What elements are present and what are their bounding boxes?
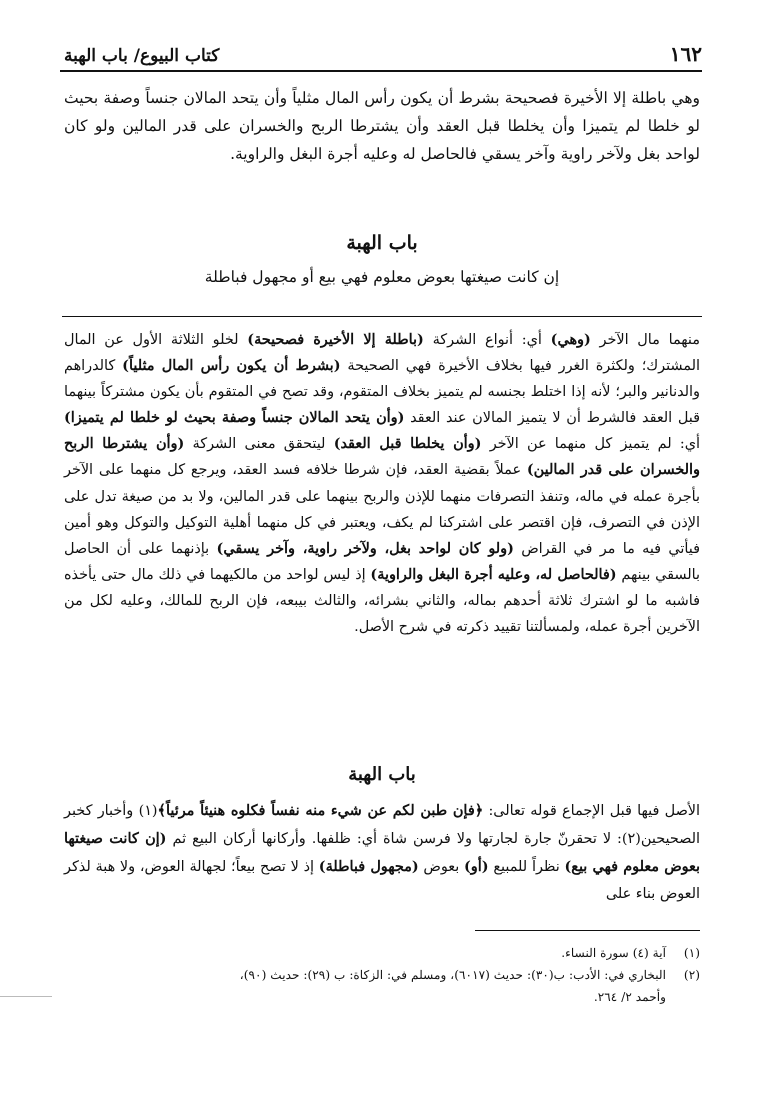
matn-quote: (ولو كان لواحد بغل، ولآخر راوية، وآخر يسقي) bbox=[216, 539, 514, 557]
footnote-ref: (٢) bbox=[621, 831, 641, 847]
matn-quote: (مجهول فباطلة) bbox=[318, 858, 419, 875]
footnote-number: (١) bbox=[683, 946, 700, 960]
matn-sharh-divider bbox=[62, 316, 702, 317]
matn-quote: (وأن يشترطا الربح والخسران على قدر المالين) bbox=[64, 435, 700, 479]
footnote-item bbox=[64, 964, 700, 986]
quran-verse: ﴿فإن طبن لكم عن شيء منه نفساً فكلوه هنيئاً مرئياً﴾ bbox=[157, 802, 484, 819]
section-matn-line: إن كانت صيغتها بعوض معلوم فهي بيع أو مجهول فباطلة bbox=[204, 268, 560, 286]
commentary-paragraph-2: الأصل فيها قبل الإجماع قوله تعالى: ﴿فإن طبن لكم عن شيء منه نفساً فكلوه هنيئاً مرئياً﴾(١) وأخبار كخبر الصحيحين(٢): لا تحقرنّ جارة لجارتها ولا فرسن شاة أي: ظلفها. وأركانها أركان البيع ثم (إن كانت صيغتها بعوض معلوم فهي بيع) نظراً للمبيع (أو) بعوض (مجهول فباطلة) إذ لا تصح بيعاً؛ لجهالة العوض، ولا هبة لذكر العوض بناء على bbox=[64, 802, 701, 902]
matn-quote: (وأن يتحد المالان جنساً وصفة بحيث لو خلطا لم يتميزا) bbox=[64, 409, 405, 427]
footnote-item bbox=[64, 942, 700, 964]
matn-quote: (وأن يخلطا قبل العقد) bbox=[333, 435, 482, 453]
footnote-divider bbox=[475, 930, 700, 931]
matn-quote: (إن كانت صيغتها بعوض معلوم فهي بيع) bbox=[64, 830, 700, 875]
header-divider bbox=[60, 70, 702, 72]
matn-paragraph: وهي باطلة إلا الأخيرة فصحيحة بشرط أن يكون رأس المال مثلياً وأن يتحد المالان جنساً وصفة بحيث لو خلطا لم يتميزا وأن يخلطا قبل العقد وأن يشترطا الربح والخسران على قدر المالين ولو كان لواحد بغل ولآخر راوية وآخر يسقي فالحاصل له وعليه أجرة البغل والراوية. bbox=[64, 89, 700, 163]
footnote-text: البخاري في: الأدب: ب(٣٠): حديث (٦٠١٧)، ومسلم في: الزكاة: ب (٢٩): حديث (٩٠)، bbox=[239, 968, 666, 982]
matn-quote: (باطلة إلا الأخيرة فصحيحة) bbox=[247, 331, 424, 348]
page-number: ١٦٢ bbox=[669, 42, 702, 66]
footnote-text: آية (٤) سورة النساء. bbox=[561, 946, 666, 960]
running-title: كتاب البيوع/ باب الهبة bbox=[64, 46, 220, 66]
scan-artifact-line bbox=[0, 996, 52, 997]
matn-quote: (أو) bbox=[464, 858, 489, 875]
footnote-ref: (١) bbox=[138, 803, 158, 819]
matn-quote: (بشرط أن يكون رأس المال مثلياً) bbox=[122, 357, 341, 375]
matn-quote: (وهي) bbox=[550, 331, 591, 348]
commentary-paragraph-1: منهما مال الآخر (وهي) أي: أنواع الشركة (باطلة إلا الأخيرة فصحيحة) لخلو الثلاثة الأول عن المال المشترك؛ ولكثرة الغرر فيها بخلاف الأخيرة فهي الصحيحة (بشرط أن يكون رأس المال مثلياً) كالدراهم والدنانير والبر؛ لأنه إذا اختلط بجنسه لم يتميز بخلاف المتقوم، وقد تصح في المتقوم بأن يكون مشتركاً بينهما قبل العقد فالشرط أن لا يتميز المالان عند العقد (وأن يتحد المالان جنساً وصفة بحيث لو خلطا لم يتميزا) أي: لم يتميز كل منهما عن الآخر (وأن يخلطا قبل العقد) ليتحقق معنى الشركة (وأن يشترطا الربح والخسران على قدر المالين) عملاً بقضية العقد، فإن شرطا خلافه فسد العقد، ويرجع كل منهما على الآخر بأجرة عمله في ماله، وتنفذ التصرفات منهما للإذن والربح بينهما على قدر المالين، ولا بد من صيغة تدل على الإذن في التصرف، فإن اقتصر على اشتركنا لم يكف، ويعتبر في كل منهما أهلية التوكيل والتوكل وهو أمين فيأتي فيه ما مر في القراض (ولو كان لواحد بغل، ولآخر راوية، وآخر يسقي) بإذنهما على أن الحاصل بالسقي بينهم (فالحاصل له، وعليه أجرة البغل والراوية) إذ ليس لواحد من مالكيهما في ذلك مال حتى يأخذه فاشبه ما لو اشترك ثلاثة أحدهم بماله، والثاني بشرائه، والثالث بيبعه، فإن الربح للمالك، وعليه لكل من الآخرين أجرة عمله، ولمسألتنا تقييد ذكرته في شرح الأصل. bbox=[64, 331, 701, 636]
running-header bbox=[64, 36, 702, 66]
footnote-continuation: وأحمد ٢/ ٢٦٤. bbox=[593, 990, 666, 1004]
commentary-heading: باب الهبة bbox=[348, 764, 416, 785]
footnote-number: (٢) bbox=[683, 968, 700, 982]
matn-quote: (فالحاصل له، وعليه أجرة البغل والراوية) bbox=[370, 565, 617, 583]
section-heading: باب الهبة bbox=[346, 232, 418, 254]
footnotes bbox=[64, 942, 700, 1008]
